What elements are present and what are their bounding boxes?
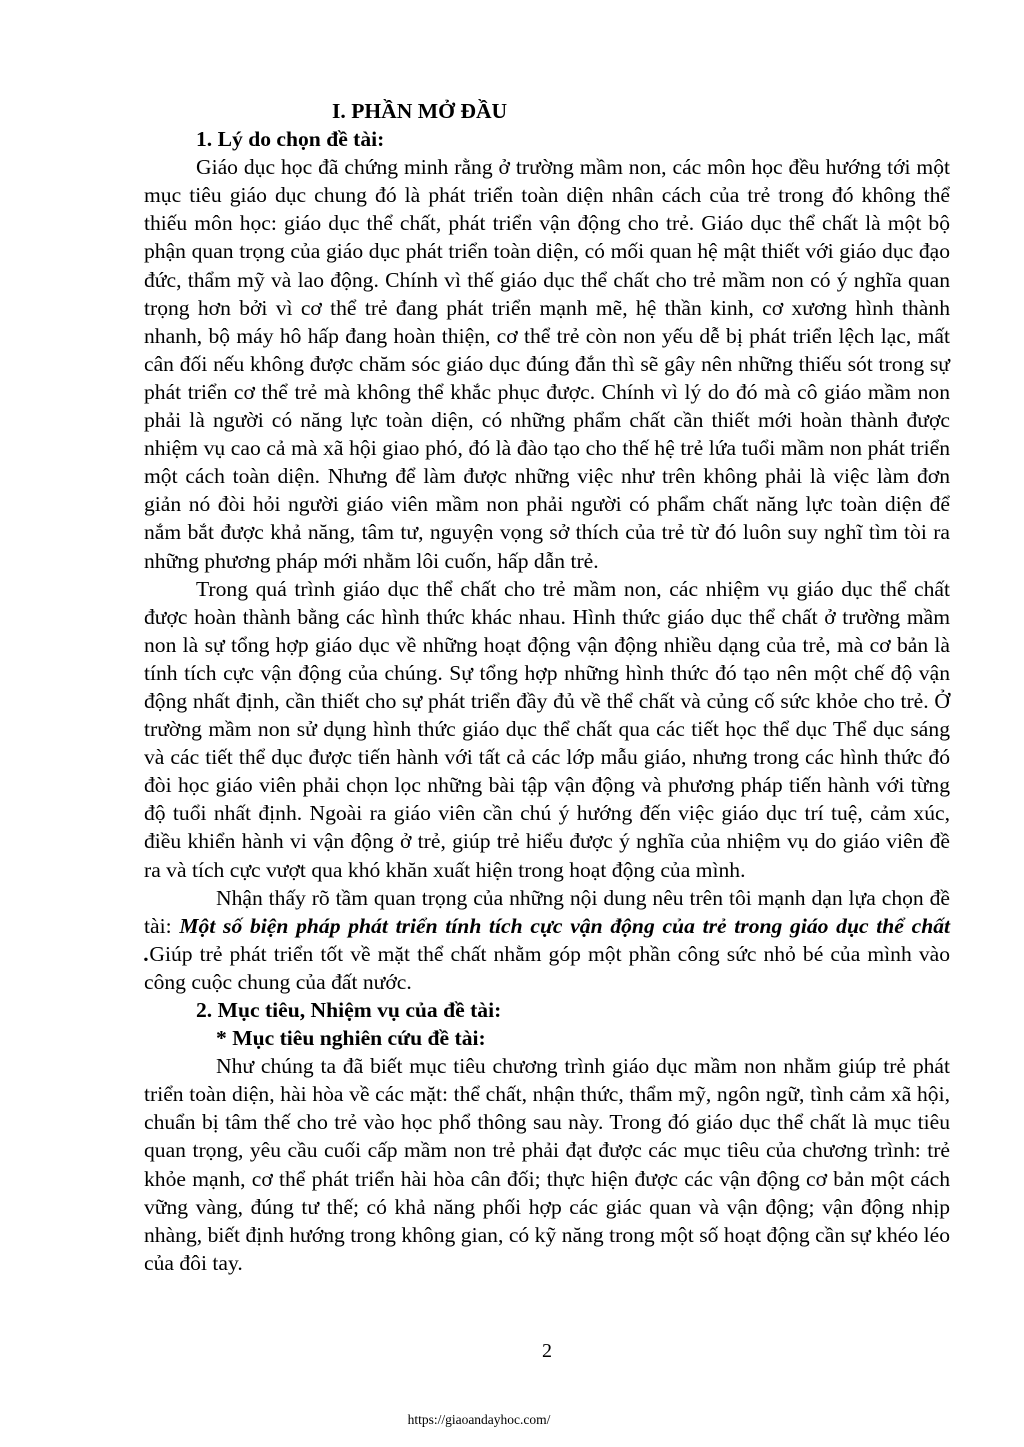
paragraph-topic-intro: Nhận thấy rõ tầm quan trọng của những nội dung nêu trên tôi mạnh dạn lựa chọn đề tài:	[144, 885, 950, 938]
footer-url: https://giaoandayhoc.com/	[407, 1412, 551, 1427]
paragraph-objective-1: Như chúng ta đã biết mục tiêu chương trình giáo dục mầm non nhằm giúp trẻ phát triển toàn diện, hài hòa về các mặt: thể chất, nhận thức, thẩm mỹ, ngôn ngữ, tình cảm xã hội, chuẩn bị tâm thế cho trẻ vào học phổ thông sau này. Trong đó giáo dục thể chất là mục tiêu quan trọng, yêu cầu cuối cấp mầm non trẻ phải đạt được các mục tiêu của chương trình: trẻ khỏe mạnh, cơ thể phát triển hài hòa cân đối; thực hiện được các vận động cơ bản một cách vững vàng, đúng tư thế; có khả năng phối hợp các giác quan và vận động; vận động nhịp nhàng, biết định hướng trong không gian, có kỹ năng trong một số hoạt động cần sự khéo léo của đôi tay.	[144, 1054, 950, 1275]
section-heading-objectives: 2. Mục tiêu, Nhiệm vụ của đề tài:	[196, 998, 502, 1022]
paragraph-topic-end: Giúp trẻ phát triển tốt về mặt thể chất nhằm góp một phần công sức nhỏ bé của mình vào công cuộc chung của đất nước.	[144, 941, 950, 994]
paragraph-reason-2: Trong quá trình giáo dục thể chất cho trẻ mầm non, các nhiệm vụ giáo dục thể chất được hoàn thành bằng các hình thức khác nhau. Hình thức giáo dục thể chất ở trường mầm non là sự tổng hợp giáo dục về những hoạt động vận động nhiều dạng của trẻ, mà cơ bản là tính tích cực vận động của chúng. Sự tổng hợp những hình thức đó tạo nên một chế độ vận động nhất định, cần thiết cho sự phát triển đầy đủ về thể chất và củng cố sức khỏe cho trẻ. Ở trường mầm non sử dụng hình thức giáo dục thể chất qua các tiết học thể dục Thể dục sáng và các tiết thể dục được tiến hành với tất cả các lớp mẫu giáo, nhưng trong các hình thức đó đòi học giáo viên phải chọn lọc những bài tập vận động và phương pháp tiến hành với từng độ tuổi nhất định. Ngoài ra giáo viên cần chú ý hướng đến việc giáo dục trí tuệ, cảm xúc, điều khiển hành vi vận động ở trẻ, giúp trẻ hiểu được ý nghĩa của nhiệm vụ do giáo viên đề ra và tích cực vượt qua khó khăn xuất hiện trong hoạt động của mình.	[144, 576, 950, 882]
paragraph-reason-3	[144, 884, 950, 996]
topic-title: Một số biện pháp phát triển tính tích cực vận động của trẻ trong giáo dục thể chất .	[144, 913, 951, 966]
subheading-research-objective: * Mục tiêu nghiên cứu đề tài:	[216, 1026, 486, 1051]
document-body	[144, 97, 950, 1277]
paragraph-reason-1: Giáo dục học đã chứng minh rằng ở trường mầm non, các môn học đều hướng tới một mục tiêu giáo dục chung đó là phát triển toàn diện nhân cách của trẻ trong đó không thể thiếu môn học: giáo dục thể chất, phát triển vận động cho trẻ. Giáo dục thể chất là một bộ phận quan trọng của giáo dục phát triển toàn diện, có mối quan hệ mật thiết với giáo dục đạo đức, thẩm mỹ và lao động. Chính vì thế giáo dục thể chất cho trẻ mầm non có ý nghĩa quan trọng hơn bởi vì cơ thể trẻ đang phát triển mạnh mẽ, hệ thần kinh, cơ xương hình thành nhanh, bộ máy hô hấp đang hoàn thiện, cơ thể trẻ còn non yếu dễ bị phát triển lệch lạc, mất cân đối nếu không được chăm sóc giáo dục đúng đắn thì sẽ gây nên những thiếu sót trong sự phát triển cơ thể trẻ mà không thể khắc phục được. Chính vì lý do đó mà cô giáo mầm non phải là người có năng lực toàn diện, có những phẩm chất cần thiết mới hoàn thành được nhiệm vụ cao cả mà xã hội giao phó, đó là đào tạo cho thế hệ trẻ lứa tuổi mầm non phát triển một cách toàn diện. Nhưng để làm được những việc như trên không phải là việc làm đơn giản nó đòi hỏi người giáo viên mầm non phải người có phẩm chất năng lực toàn diện để nắm bắt được khả năng, tâm tư, nguyện vọng sở thích của trẻ từ đó luôn suy nghĩ tìm tòi ra những phương pháp mới nhằm lôi cuốn, hấp dẫn trẻ.	[144, 155, 950, 573]
document-title: I. PHẦN MỞ ĐẦU	[332, 99, 508, 123]
section-heading-reason: 1. Lý do chọn đề tài:	[196, 127, 385, 152]
page-number: 2	[542, 1340, 552, 1362]
